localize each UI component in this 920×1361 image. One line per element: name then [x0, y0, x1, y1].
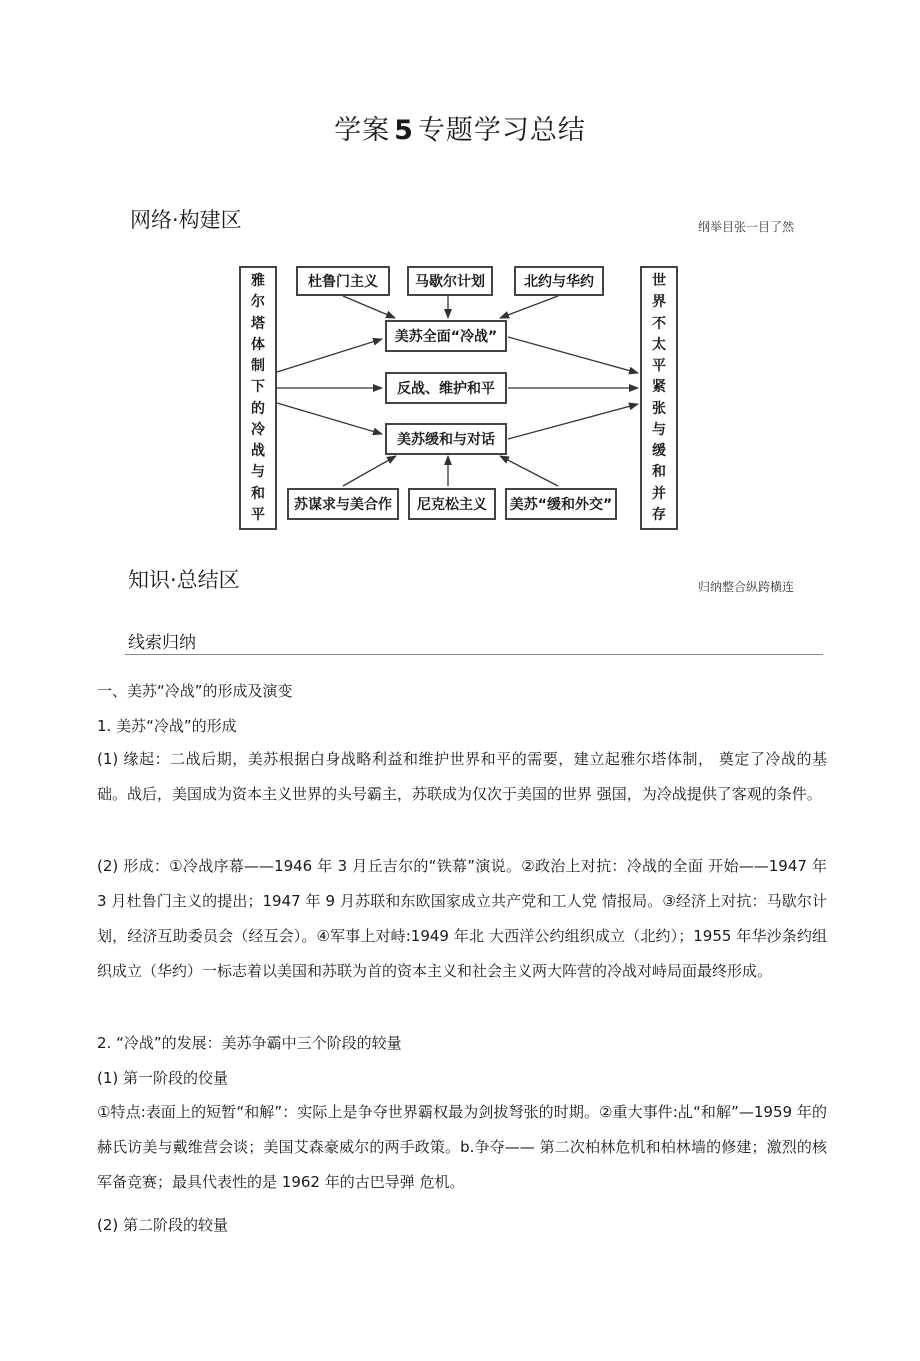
- right-label-box: [640, 266, 678, 530]
- left-char: 尔: [251, 294, 265, 311]
- knowledge-heading: 知识·总结区: [128, 568, 240, 592]
- left-char: 下: [251, 379, 265, 396]
- paragraph-origin: (1) 缘起：二战后期，美苏根据白身战略利益和维护世界和平的需要，建立起雅尔塔体制， 奠定了冷战的基础。战后，美国成为资本主义世界的头号霸主，苏联成为仅次于美国的世界 强国，为冷战提供了客观的条件。: [97, 750, 827, 803]
- right-char: 存: [652, 506, 666, 523]
- arrow-detente-diplomacy: [500, 456, 558, 486]
- section-1-heading: 一、美苏“冷战”的形成及演变: [97, 682, 293, 700]
- right-char: 和: [652, 464, 666, 481]
- network-subtitle: 纲举目张一目了然: [698, 220, 795, 234]
- left-label-box: [239, 266, 277, 530]
- section-1-2-heading: 2. “冷战”的发展：美苏争霸中三个阶段的较量: [97, 1034, 402, 1052]
- right-char: 界: [652, 294, 666, 311]
- right-char: 不: [652, 315, 666, 332]
- left-char: 的: [251, 400, 265, 417]
- stage-1-heading: (1) 第一阶段的佼量: [97, 1069, 229, 1087]
- section-divider: [125, 654, 823, 655]
- arrow-left-to-coldwar: [277, 339, 382, 372]
- arrow-coldwar-to-right: [508, 337, 638, 373]
- section-1-1-heading: 1. 美苏“冷战”的形成: [97, 717, 237, 735]
- arrow-soviet-coop: [343, 456, 396, 486]
- box-antiwar-peace: 反战、维护和平: [385, 372, 507, 404]
- arrow-truman: [343, 296, 395, 318]
- left-char: 雅: [251, 273, 265, 289]
- left-char: 和: [251, 485, 265, 502]
- network-heading: 网络·构建区: [130, 208, 242, 232]
- box-detente-dialogue: 美苏缓和与对话: [385, 423, 507, 455]
- left-char: 塔: [251, 315, 265, 332]
- left-char: 体: [251, 336, 265, 353]
- box-total-cold-war: 美苏全面“冷战”: [385, 320, 507, 352]
- knowledge-subtitle: 归纳整合纵跨横连: [698, 580, 795, 594]
- box-soviet-cooperation: 苏谋求与美合作: [287, 488, 399, 520]
- clue-heading: 线索归纳: [128, 633, 196, 653]
- arrow-left-to-detente: [277, 403, 382, 434]
- left-char: 与: [251, 464, 265, 481]
- box-truman-doctrine: 杜鲁门主义: [296, 266, 390, 296]
- right-char: 太: [652, 336, 666, 353]
- paragraph-stage-1: ①特点:表面上的短暂“和解”：实际上是争夺世界霸权最为剑拔弩张的时期。②重大事件:乩“和解”—1959 年的赫氏访美与戴维营会谈；美国艾森豪威尔的两手政策。b.争夺—— 第二次柏林危机和柏林墙的修建；激烈的核军备竞赛；最具代表性的是 1962 年的古巴导弹 危机。: [97, 1103, 827, 1191]
- right-char: 与: [652, 421, 666, 438]
- box-nixon-doctrine: 尼克松主义: [408, 488, 496, 520]
- box-detente-diplomacy: 美苏“缓和外交”: [505, 488, 617, 520]
- box-marshall-plan: 马歇尔计划: [407, 266, 493, 296]
- stage-2-heading: (2) 第二阶段的较量: [97, 1216, 229, 1234]
- arrow-detente-to-right: [508, 404, 638, 439]
- page-title: 学案 5 专题学习总结: [334, 115, 586, 146]
- paragraph-formation: (2) 形成：①冷战序幕——1946 年 3 月丘吉尔的“铁幕”演说。②政治上对抗：冷战的全面 开始——1947 年 3 月杜鲁门主义的提出；1947 年 9 月苏联和东欧国家成立共产党和工人党 情报局。③经济上对抗：马歇尔计划，经济互助委员会（经互会）。④军事上对峙:1949 年北 大西洋公约组织成立（北约）；1955 年华沙条约组织成立（华约）一标志着以美国和苏联为首的资本主义和社会主义两大阵营的冷战对峙局面最终形成。: [97, 857, 827, 980]
- box-nato-warsaw: 北约与华约: [514, 266, 604, 296]
- left-char: 制: [251, 358, 265, 375]
- right-char: 并: [652, 485, 666, 502]
- right-char: 平: [652, 358, 666, 375]
- left-char: 战: [251, 443, 265, 460]
- left-char: 冷: [251, 421, 265, 438]
- right-char: 世: [652, 273, 666, 289]
- right-char: 紧: [652, 379, 666, 396]
- right-char: 缓: [652, 443, 666, 460]
- right-char: 张: [652, 400, 666, 417]
- arrow-nato: [500, 296, 558, 318]
- left-char: 平: [251, 506, 265, 523]
